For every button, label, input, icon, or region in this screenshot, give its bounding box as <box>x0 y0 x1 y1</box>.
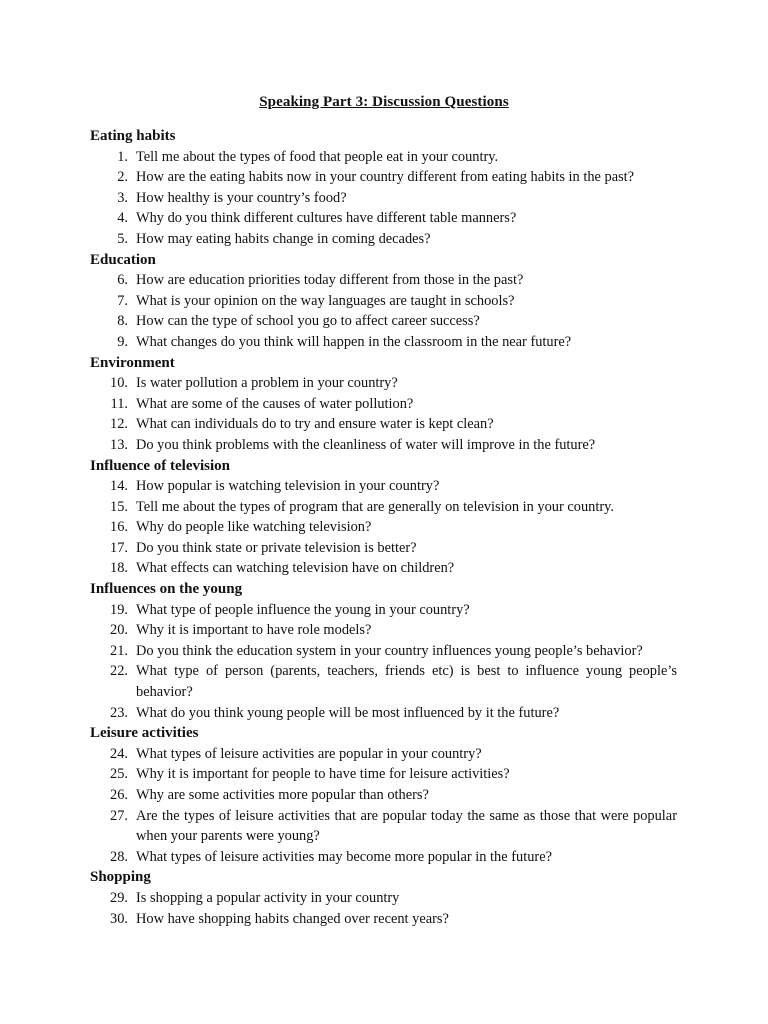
question-section <box>0 579 768 723</box>
question-number: 17. <box>110 539 128 556</box>
question-item <box>0 600 768 621</box>
question-number: 19. <box>110 601 128 618</box>
question-text: Why do you think different cultures have different table manners? <box>136 210 517 227</box>
question-text: Do you think the education system in your country influences young people’s behavior? <box>136 642 643 659</box>
question-text: How healthy is your country’s food? <box>136 189 347 206</box>
question-text: What are some of the causes of water pollution? <box>136 395 414 412</box>
question-item <box>0 764 768 785</box>
question-text: What effects can watching television have on children? <box>136 560 455 577</box>
question-text: How are education priorities today different from those in the past? <box>136 272 524 289</box>
question-list <box>0 147 768 250</box>
question-text: What types of leisure activities may become more popular in the future? <box>136 848 552 865</box>
question-number: 25. <box>110 766 128 783</box>
question-item <box>0 373 768 394</box>
question-item <box>0 332 768 353</box>
question-item <box>0 291 768 312</box>
question-number: 26. <box>110 787 128 803</box>
question-item <box>0 394 768 415</box>
question-number: 16. <box>110 519 128 536</box>
question-item <box>0 806 768 847</box>
question-item <box>0 517 768 538</box>
question-number: 1. <box>117 148 128 165</box>
question-item <box>0 270 768 291</box>
question-item <box>0 147 768 168</box>
question-text: How can the type of school you go to affect career success? <box>136 313 480 330</box>
section-heading: Education <box>90 251 156 268</box>
question-item <box>0 208 768 229</box>
question-number: 24. <box>110 745 128 762</box>
question-text: What can individuals do to try and ensure water is kept clean? <box>136 416 494 433</box>
question-number: 11. <box>110 395 128 412</box>
section-heading: Influences on the young <box>90 581 243 598</box>
question-section <box>0 353 768 456</box>
question-list <box>0 270 768 352</box>
question-text: How popular is watching television in your country? <box>136 478 440 495</box>
question-item <box>0 229 768 250</box>
question-number: 20. <box>110 622 128 639</box>
question-number: 10. <box>110 375 128 392</box>
question-number: 13. <box>110 436 128 453</box>
sections-container <box>0 126 768 929</box>
question-text: How may eating habits change in coming decades? <box>136 230 431 247</box>
question-number: 9. <box>117 333 128 350</box>
question-list <box>0 744 768 868</box>
section-heading: Leisure activities <box>90 725 199 742</box>
question-text: Are the types of leisure activities that are popular today the same as those that were popular when your parents were young? <box>136 807 677 845</box>
question-item <box>0 558 768 579</box>
question-section <box>0 250 768 353</box>
question-item <box>0 641 768 662</box>
question-text: Tell me about the types of program that are generally on television in your country. <box>136 498 615 515</box>
question-item <box>0 538 768 559</box>
question-item <box>0 661 768 702</box>
question-item <box>0 435 768 456</box>
question-text: How are the eating habits now in your country different from eating habits in the past? <box>136 169 635 186</box>
question-number: 23. <box>110 704 128 721</box>
question-item <box>0 785 768 806</box>
question-number: 7. <box>117 292 128 309</box>
question-item <box>0 476 768 497</box>
question-text: Is shopping a popular activity in your country <box>136 889 400 906</box>
question-text: Why it is important to have role models? <box>136 622 372 639</box>
section-heading: Environment <box>90 354 175 371</box>
question-text: What type of people influence the young in your country? <box>136 601 470 618</box>
question-text: How have shopping habits changed over recent years? <box>136 910 449 927</box>
question-list <box>0 476 768 579</box>
question-section <box>0 126 768 250</box>
question-text: Do you think problems with the cleanliness of water will improve in the future? <box>136 436 596 453</box>
question-item <box>0 888 768 909</box>
question-section <box>0 723 768 867</box>
question-number: 4. <box>117 210 128 227</box>
question-item <box>0 311 768 332</box>
question-text: Tell me about the types of food that people eat in your country. <box>136 148 499 165</box>
section-heading: Influence of television <box>90 457 230 474</box>
question-number: 22. <box>110 663 128 680</box>
question-number: 15. <box>110 498 128 515</box>
question-list <box>0 600 768 724</box>
question-text: Why do people like watching television? <box>136 519 372 536</box>
question-text: What changes do you think will happen in the classroom in the near future? <box>136 333 572 350</box>
question-number: 18. <box>110 560 128 577</box>
section-heading: Eating habits <box>90 128 176 144</box>
question-text: What do you think young people will be most influenced by it the future? <box>136 704 560 721</box>
question-item <box>0 620 768 641</box>
question-item <box>0 497 768 518</box>
question-text: What type of person (parents, teachers, friends etc) is best to influence young people’s behavior? <box>136 663 677 701</box>
question-number: 28. <box>110 848 128 865</box>
question-item <box>0 414 768 435</box>
question-text: Why are some activities more popular than others? <box>136 787 429 803</box>
question-section <box>0 456 768 580</box>
question-text: Do you think state or private television is better? <box>136 539 417 556</box>
question-text: Is water pollution a problem in your country? <box>136 375 398 392</box>
question-number: 14. <box>110 478 128 495</box>
question-number: 30. <box>110 910 128 927</box>
question-item <box>0 847 768 868</box>
question-list <box>0 888 768 929</box>
question-item <box>0 188 768 209</box>
question-section <box>0 867 768 929</box>
question-number: 21. <box>110 642 128 659</box>
question-text: What is your opinion on the way languages are taught in schools? <box>136 292 515 309</box>
question-number: 6. <box>117 272 128 289</box>
question-list <box>0 373 768 455</box>
question-text: What types of leisure activities are popular in your country? <box>136 745 482 762</box>
section-heading: Shopping <box>90 869 151 886</box>
question-number: 12. <box>110 416 128 433</box>
question-item <box>0 703 768 724</box>
question-item <box>0 167 768 188</box>
question-item <box>0 909 768 930</box>
question-text: Why it is important for people to have time for leisure activities? <box>136 766 510 783</box>
question-item <box>0 744 768 765</box>
question-number: 29. <box>110 889 128 906</box>
question-number: 5. <box>117 230 128 247</box>
page-title: Speaking Part 3: Discussion Questions <box>259 94 509 110</box>
question-number: 27. <box>110 807 128 824</box>
question-number: 3. <box>117 189 128 206</box>
question-number: 8. <box>117 313 128 330</box>
question-number: 2. <box>117 169 128 186</box>
